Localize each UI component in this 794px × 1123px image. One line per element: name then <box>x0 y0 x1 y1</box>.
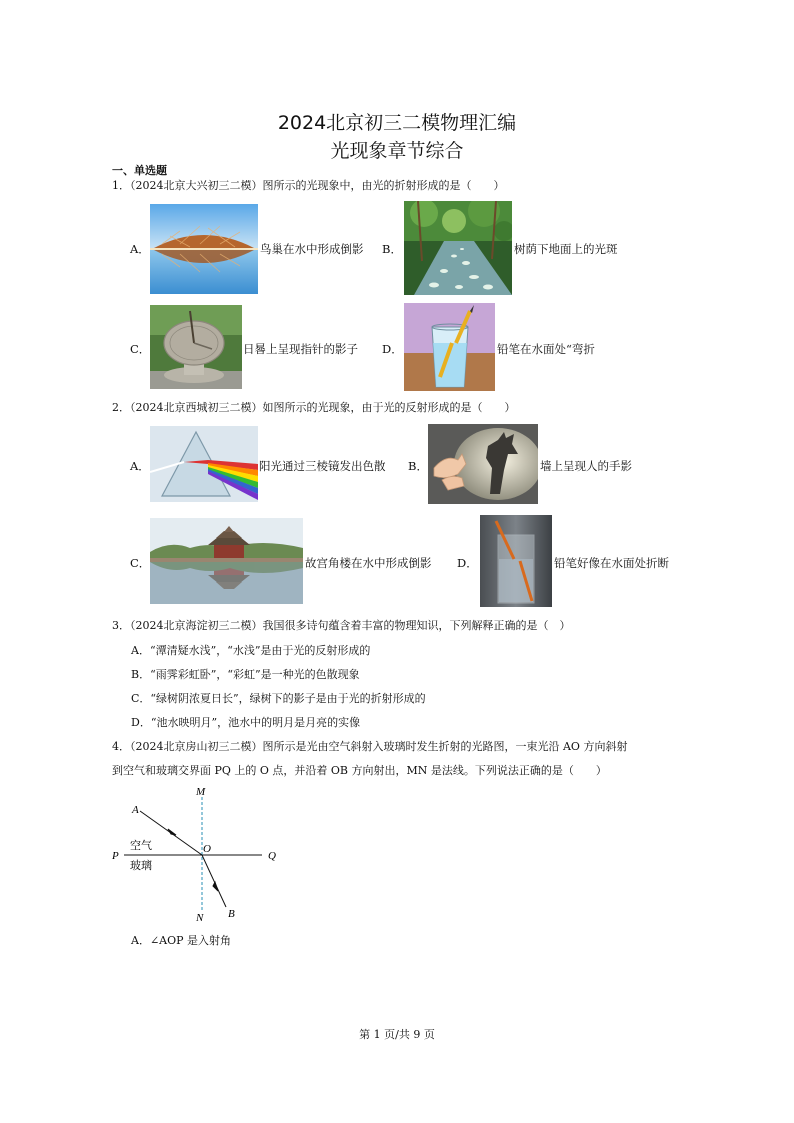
q1-option-c-letter: C． <box>130 342 151 356</box>
pencil-broken-at-water-image <box>480 515 552 607</box>
label-glass: 玻璃 <box>130 859 152 872</box>
q2-option-d-caption: 铅笔好像在水面处折断 <box>554 556 669 570</box>
forbidden-city-corner-tower-reflection-image <box>150 518 303 604</box>
q4-option-a: A．∠AOP 是入射角 <box>131 934 232 947</box>
q1-option-d-caption: 铅笔在水面处“弯折 <box>497 342 595 356</box>
label-n: N <box>196 912 204 923</box>
sundial-image <box>150 305 242 389</box>
q3-option-c: C．“绿树阴浓夏日长”，绿树下的影子是由于光的折射形成的 <box>131 692 426 705</box>
q3-option-b: B．“雨霁彩虹卧”，“彩虹”是一种光的色散现象 <box>131 668 360 681</box>
q1-option-b-caption: 树荫下地面上的光斑 <box>514 242 618 256</box>
q1-option-a-letter: A． <box>130 242 150 256</box>
hand-shadow-image <box>428 424 538 504</box>
label-p: P <box>112 850 119 862</box>
label-o: O <box>203 843 211 855</box>
question-4-stem-line2: 到空气和玻璃交界面 PQ 上的 O 点，并沿着 OB 方向射出，MN 是法线。下列说法正确的是（ ） <box>112 764 607 777</box>
q2-option-b-letter: B． <box>408 459 428 473</box>
question-1-stem: 1．（2024北京大兴初三二模）图所示的光现象中，由光的折射形成的是（ ） <box>112 179 505 192</box>
page-subtitle: 光现象章节综合 <box>330 140 464 162</box>
question-2-stem: 2．（2024北京西城初三二模）如图所示的光现象，由于光的反射形成的是（ ） <box>112 401 516 414</box>
question-4-stem-line1: 4．（2024北京房山初三二模）图所示是光由空气斜射入玻璃时发生折射的光路图，一束光沿 AO 方向斜射 <box>112 740 628 753</box>
section-heading: 一、单选题 <box>112 164 167 177</box>
refraction-diagram <box>110 783 290 923</box>
page-title: 2024北京初三二模物理汇编 <box>277 112 517 134</box>
q1-option-b-letter: B． <box>382 242 402 256</box>
label-b: B <box>228 908 235 920</box>
q1-option-d-letter: D． <box>382 342 403 356</box>
q1-option-c-caption: 日晷上呈现指针的影子 <box>243 342 358 356</box>
q2-option-c-letter: C． <box>130 556 151 570</box>
label-a: A <box>132 804 139 816</box>
q2-option-d-letter: D． <box>457 556 478 570</box>
prism-dispersion-image <box>150 426 258 502</box>
q3-option-d: D．“池水映明月”，池水中的明月是月亮的实像 <box>131 716 361 729</box>
q2-option-c-caption: 故宫角楼在水中形成倒影 <box>305 556 432 570</box>
label-air: 空气 <box>130 839 152 852</box>
label-q: Q <box>268 850 276 862</box>
q2-option-a-caption: 阳光通过三棱镜发出色散 <box>259 459 386 473</box>
birds-nest-reflection-image <box>150 204 258 294</box>
q2-option-a-letter: A． <box>130 459 150 473</box>
q2-option-b-caption: 墙上呈现人的手影 <box>540 459 632 473</box>
pencil-in-water-glass-image <box>404 303 495 391</box>
forest-light-spots-image <box>404 201 512 295</box>
q1-option-a-caption: 鸟巢在水中形成倒影 <box>260 242 364 256</box>
question-3-stem: 3．（2024北京海淀初三二模）我国很多诗句蕴含着丰富的物理知识，下列解释正确的是（ ） <box>112 619 571 632</box>
page-footer: 第 1 页/共 9 页 <box>359 1028 435 1041</box>
label-m: M <box>196 786 206 798</box>
q3-option-a: A．“潭清疑水浅”，“水浅”是由于光的反射形成的 <box>131 644 371 657</box>
